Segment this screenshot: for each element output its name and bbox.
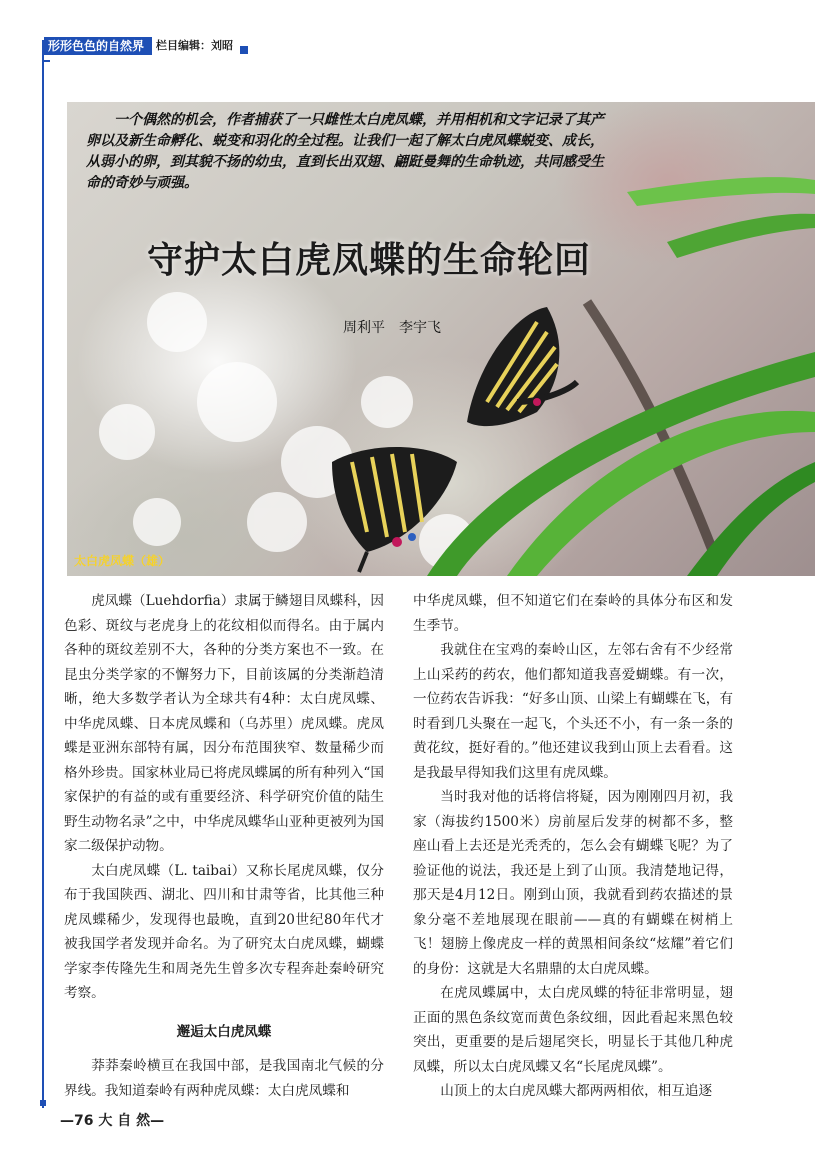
photo-caption: 太白虎凤蝶（雄）	[74, 554, 171, 568]
article-title: 守护太白虎凤蝶的生命轮回	[147, 239, 592, 281]
hero-image	[67, 102, 815, 576]
frame-tick	[42, 60, 50, 62]
header-square-mark	[240, 46, 248, 54]
section-tag: 形形色色的自然界	[44, 37, 152, 55]
paragraph: 莽莽秦岭横亘在我国中部，是我国南北气候的分界线。我知道秦岭有两种虎凤蝶：太白虎凤蝶和	[64, 1058, 384, 1099]
column-editor: 栏目编辑：刘昭	[156, 39, 233, 52]
paragraph: 山顶上的太白虎凤蝶大都两两相依，相互追逐	[440, 1083, 713, 1099]
paragraph: 中华虎凤蝶，但不知道它们在秦岭的具体分布区和发生季节。	[413, 593, 733, 634]
paragraph: 虎凤蝶（Luehdorfia）隶属于鳞翅目凤蝶科，因色彩、斑纹与老虎身上的花纹相似而得名。由于属内各种的斑纹差别不大，各种的分类方案也不一致。在昆虫分类学家的不懈努力下，目前该属的分类渐趋清晰，绝大多数学者认为全球共有4种：太白虎凤蝶、中华虎凤蝶、日本虎凤蝶和（乌苏里）虎凤蝶。虎凤蝶是亚洲东部特有属，因分布范围狭窄、数量稀少而格外珍贵。国家林业局已将虎凤蝶属的所有种列入“国家保护的有益的或有重要经济、科学研究价值的陆生野生动物名录”之中，中华虎凤蝶华山亚种更被列为国家二级保护动物。	[64, 593, 384, 854]
frame-corner-mark	[40, 1100, 46, 1106]
authors: 周利平 李宇飞	[343, 320, 441, 336]
column-right	[413, 589, 733, 1104]
column-left	[64, 589, 384, 1103]
paragraph: 在虎凤蝶属中，太白虎凤蝶的特征非常明显，翅正面的黑色条纹宽而黄色条纹细，因此看起来黑色较突出，更重要的是后翅尾突长，明显长于其他几种虎凤蝶，所以太白虎凤蝶又名“长尾虎凤蝶”。	[413, 985, 733, 1075]
paragraph: 太白虎凤蝶（L. taibai）又称长尾虎凤蝶，仅分布于我国陕西、湖北、四川和甘肃等省，比其他三种虎凤蝶稀少，发现得也最晚，直到20世纪80年代才被我国学者发现并命名。为了研究太白虎凤蝶，蝴蝶学家李传隆先生和周尧先生曾多次专程奔赴秦岭研究考察。	[64, 862, 384, 1001]
paragraph: 我就住在宝鸡的秦岭山区，左邻右舍有不少经常上山采药的药农，他们都知道我喜爱蝴蝶。有一次，一位药农告诉我：“好多山顶、山梁上有蝴蝶在飞，有时看到几头聚在一起飞，个头还不小，有一条一条的黄花纹，挺好看的。”他还建议我到山顶上去看看。这是我最早得知我们这里有虎凤蝶。	[413, 642, 733, 781]
section-heading: 邂逅太白虎凤蝶	[176, 1023, 272, 1040]
butterfly-upper	[467, 307, 577, 426]
paragraph: 当时我对他的话将信将疑，因为刚刚四月初，我家（海拔约1500米）房前屋后发芽的树都不多，整座山看上去还是光秃秃的，怎么会有蝴蝶飞呢？为了验证他的说法，我还是上到了山顶。我清楚地记得，那天是4月12日。刚到山顶，我就看到药农描述的景象分毫不差地展现在眼前——真的有蝴蝶在树梢上飞！翅膀上像虎皮一样的黄黑相间条纹“炫耀”着它们的身份：这就是大名鼎鼎的太白虎凤蝶。	[413, 789, 733, 977]
page-number: —76 大 自 然—	[60, 1113, 165, 1129]
frame-line	[42, 40, 44, 1108]
intro-paragraph: 一个偶然的机会，作者捕获了一只雌性太白虎凤蝶，并用相机和文字记录了其产卵以及新生命孵化、蜕变和羽化的全过程。让我们一起了解太白虎凤蝶蜕变、成长，从弱小的卵，到其貌不扬的幼虫，直到长出双翅、翩跹曼舞的生命轨迹，共同感受生命的奇妙与顽强。	[86, 112, 604, 191]
